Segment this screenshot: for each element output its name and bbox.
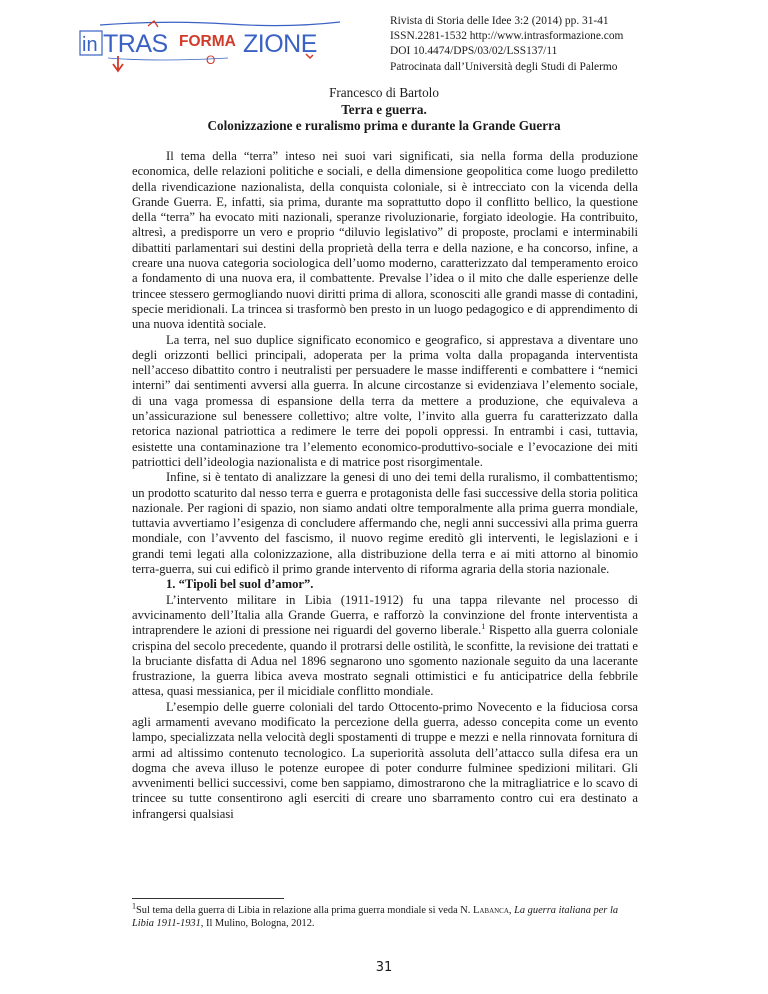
article-title: Terra e guerra. [341, 101, 427, 117]
journal-info [390, 14, 623, 75]
intro-paragraph-2: La terra, nel suo duplice significato economico e geografico, si apprestava a diventare uno degli orizzonti bellici principali, adoperata per la prima volta dalla propaganda interventista nell’acceso dibattito contro i neutralisti per persuadere le masse indifferenti e combattere i “nemici interni” dai sentimenti avversi alla guerra. In alcune circostanze si evidenziava l’elemento sociale, di una vaga promessa di espansione della terra da mettere a produzione, che equivaleva a un’assicurazione sul benessere collettivo; altre volte, l’invito alla guerra fu caratterizzato dalla retorica nazional patriottica a redimere le terre dei popoli oppressi. In entrambi i casi, tuttavia, esistette una contaminazione tra l’elemento economico-produttivo-sociale e l’evocazione dei miti patriottici dell’ideologia nazionalista e di matrice post risorgimentale. [132, 332, 638, 469]
journal-citation: Rivista di Storia delle Idee 3:2 (2014) pp. 31-41 [390, 15, 609, 27]
intro-paragraph-1: Il tema della “terra” inteso nei suoi vari significati, sia nella forma della produzione economica, delle relazioni politiche e sociali, e della dimensione geopolitica come luogo prediletto della rivendicazione nazionalista, della conquista coloniale, si è intrecciato con la vicenda della Grande Guerra. E, infatti, sia prima, durante ma soprattutto dopo il conflitto bellico, la questione della “terra” ha evocato miti nazionali, speranze rivoluzionarie, forgiato ideologie. Ha contribuito, altresì, a predisporre un vero e proprio “diluvio legislativo” di proposte, proclami e interminabili dibattiti parlamentari sui destini della proprietà della terra e della nazione, e ha concorso, infine, a creare una nuova categoria sociologica dell’uomo moderno, caratterizzato dal temperamento eroico a fondamento di una nuova era, il combattente. Prevalse l’idea o il mito che dalle esperienze delle trincee stessero germogliando nuovi diritti prima di allora, sconosciti alle grandi masse di contadini, specie meridionali. La trincea si trasformò ben presto in un luogo pedagogico e di apprendimento di una nuova identità sociale. [132, 149, 638, 332]
title-block [0, 85, 768, 135]
footnote-divider [132, 898, 284, 899]
logo-o-text: O [206, 53, 216, 67]
intro-paragraph-3: Infine, si è tentato di analizzare la genesi di uno dei temi della ruralismo, il combattentismo; un prodotto scaturito dal nesso terra e guerra e protagonista delle fasi successive della storia politica nazionale. Per ragioni di spazio, non siamo andati oltre temporalmente alla prima guerra mondiale, tuttavia avvertiamo l’esigenza di concludere affermando che, negli anni successivi alla prima guerra mondiale, con l’avvento del fascismo, il nuovo regime ereditò gli interventi, le legislazioni e i grandi temi legati alla colonizzazione, alla distribuzione della terra e ai miti attorno al binomio terra-guerra, sui cui edificò il primo grande intervento di riforma agraria della storia nazionale. [132, 470, 638, 577]
logo-zione-text: ZIONE [243, 30, 317, 58]
logo-tras-text: TRAS [103, 30, 168, 58]
journal-issn: ISSN.2281-1532 http://www.intrasformazione.com [390, 30, 624, 43]
footnote-text-c: , Il Mulino, Bologna, 2012. [200, 918, 315, 929]
footnote-ref[interactable]: 1 [481, 622, 486, 632]
journal-doi: DOI 10.4474/DPS/03/02/LSS137/11 [390, 45, 558, 58]
article-subtitle: Colonizzazione e ruralismo prima e durante la Grande Guerra [207, 118, 561, 133]
footnote-text-b: , [508, 905, 515, 916]
logo-forma-text: FORMA [179, 33, 236, 50]
section-paragraph-1-text-b: Rispetto alla guerra coloniale crispina del secolo precedente, quando il protrarsi delle ostilità, le sconfitte, la revisione dei trattati e la bruciante disfatta di Adua nel 1896 segnarono uno sgomento nazionale seguito da una lacerante frustrazione, la guerra libica aveva mostrato segnali ottimistici e fu anticipatrice della febbrile attesa, quasi messianica, per il micidiale conflitto mondiale. [132, 623, 638, 699]
footnote-number: 1 [132, 901, 136, 911]
section-heading: 1. “Tipoli bel suol d’amor”. [166, 577, 314, 592]
footnote-text-a: Sul tema della guerra di Libia in relazione alla prima guerra mondiale si veda N. [136, 905, 473, 916]
page-number: 31 [375, 960, 393, 975]
footnote-work: La guerra italiana per la Libia 1911-1931 [132, 905, 619, 929]
section-paragraph-1 [132, 593, 638, 700]
journal-patronage: Patrocinata dall’Università degli Studi di Palermo [390, 60, 618, 73]
intrasformazione-logo [78, 18, 346, 76]
section-paragraph-1-text-a: L’intervento militare in Libia (1911-1912) fu una tappa rilevante nel processo di avvicinamento dell’Italia alla Grande Guerra, e rafforzò la convinzione del fronte interventista a intraprendere le azioni di pressione nei riguardi del governo liberale. [132, 592, 638, 638]
author-name: Francesco di Bartolo [329, 85, 439, 100]
footnote-author: Labanca [473, 905, 509, 916]
article-body [132, 149, 638, 822]
logo-in-text: in [82, 34, 98, 56]
section-paragraph-2: L’esempio delle guerre coloniali del tardo Ottocento-primo Novecento e la fiduciosa corsa agli armamenti avevano modificato la percezione della guerra, adesso concepita come un evento lampo, specializzata nella velocità degli spostamenti di truppe e mezzi e nella rinnovata fornitura di armi ad altissimo contenuto tecnologico. La superiorità assoluta dell’attacco sulla difesa era un dogma che aveva illuso le potenze europee di poter condurre fulminee spedizioni militari. Gli avvenimenti bellici successivi, come ben sappiamo, dimostrarono che la mitragliatrice e lo scavo di trincee su tutte consentirono agli eserciti di creare uno sbarramento contro cui era destinato a infrangersi qualsiasi [132, 699, 638, 821]
footnote [132, 901, 638, 930]
